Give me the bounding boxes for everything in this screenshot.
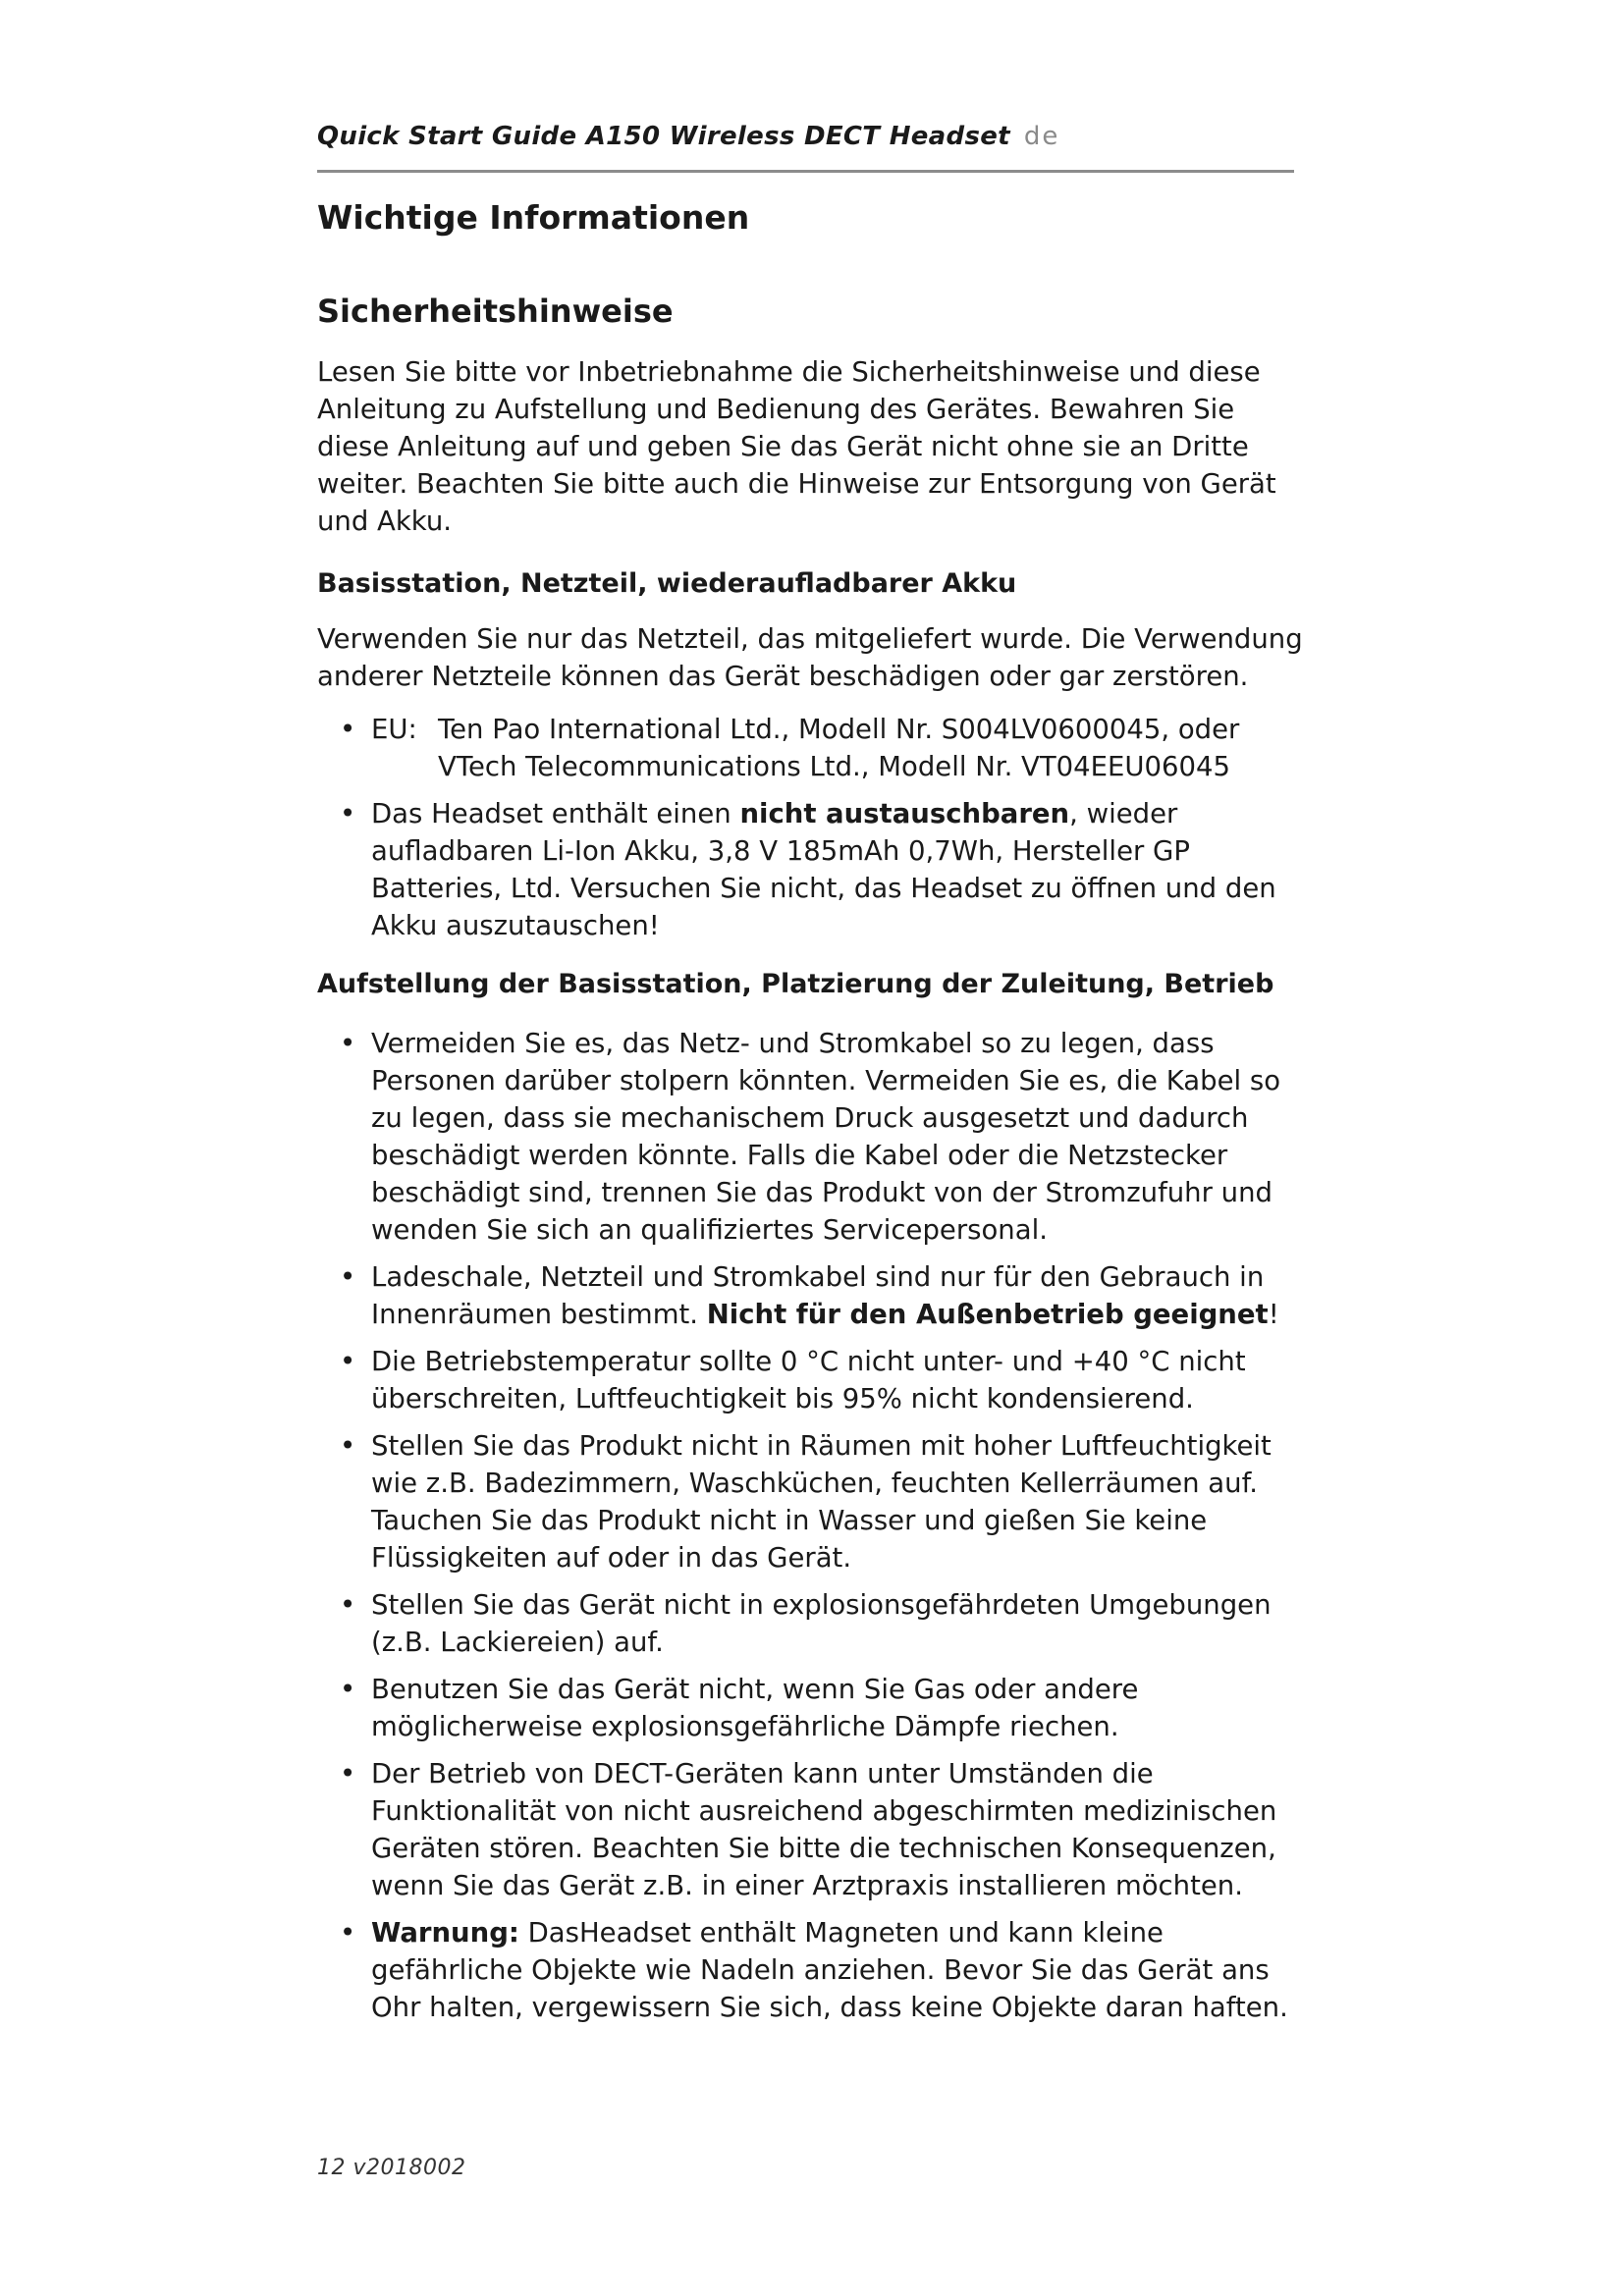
- warning-label: Warnung:: [371, 1917, 519, 1949]
- battery-text-post: , wieder aufladbaren Li-Ion Akku, 3,8 V 185mAh 0,7Wh, Hersteller GP Batteries, Ltd. Versuchen Sie nicht, das Headset zu öffnen und den Akku auszutauschen!: [371, 798, 1276, 941]
- content-body: [317, 353, 1304, 2036]
- list-item: • Vermeiden Sie es, das Netz- und Stromkabel so zu legen, dass Personen darüber stolpern könnten. Vermeiden Sie es, die Kabel so zu legen, dass sie mechanischem Druck ausgesetzt und dadurch beschädigt werden könnte. Falls die Kabel oder die Netzstecker beschädigt sind, trennen Sie das Produkt von der Stromzufuhr und wenden Sie sich an qualifiziertes Servicepersonal.: [317, 1025, 1304, 1249]
- header-title: Quick Start Guide A150 Wireless DECT Headset: [317, 122, 1010, 151]
- battery-text-bold: nicht austauschbaren: [739, 798, 1070, 829]
- list-item: [317, 795, 1304, 944]
- language-code: de: [1023, 122, 1060, 151]
- warning-item: [317, 1914, 1304, 2026]
- list-item: • Stellen Sie das Gerät nicht in explosionsgefährdeten Umgebungen (z.B. Lackiereien) auf.: [317, 1586, 1304, 1661]
- list-item: • Benutzen Sie das Gerät nicht, wenn Sie Gas oder andere möglicherweise explosionsgefährliche Dämpfe riechen.: [317, 1671, 1304, 1745]
- indoor-text-pre: Ladeschale, Netzteil und Stromkabel sind nur für den Gebrauch in Innenräumen bestimmt.: [371, 1261, 1265, 1330]
- subsection-title: Sicherheitshinweise: [317, 293, 674, 330]
- eu-adapter-1: Ten Pao International Ltd., Modell Nr. S004LV0600045, oder: [438, 714, 1240, 745]
- eu-label: EU:: [371, 714, 417, 745]
- intro-paragraph: Lesen Sie bitte vor Inbetriebnahme die Sicherheitshinweise und diese Anleitung zu Aufstellung und Bedienung des Gerätes. Bewahren Sie diese Anleitung auf und geben Sie das Gerät nicht ohne sie an Dritte weiter. Beachten Sie bitte auch die Hinweise zur Entsorgung von Gerät und Akku.: [317, 356, 1276, 537]
- list-item: • Stellen Sie das Produkt nicht in Räumen mit hoher Luftfeuchtigkeit wie z.B. Badezimmern, Waschküchen, feuchten Kellerräumen auf. Tauchen Sie das Produkt nicht in Wasser und gießen Sie keine Flüssigkeiten auf oder in das Gerät.: [317, 1427, 1304, 1576]
- power-supply-heading: Basisstation, Netzteil, wiederaufladbarer Akku: [317, 568, 1017, 599]
- list-item: [317, 711, 1304, 785]
- indoor-text-post: !: [1268, 1299, 1279, 1330]
- section-title: Wichtige Informationen: [317, 198, 750, 237]
- list-item: • Der Betrieb von DECT-Geräten kann unter Umständen die Funktionalität von nicht ausreichend abgeschirmten medizinischen Geräten stören. Beachten Sie bitte die technischen Konsequenzen, wenn Sie das Gerät z.B. in einer Arztpraxis installieren möchten.: [317, 1755, 1304, 1904]
- power-supply-paragraph: Verwenden Sie nur das Netzteil, das mitgeliefert wurde. Die Verwendung anderer Netzteile können das Gerät beschädigen oder gar zerstören.: [317, 623, 1303, 692]
- placement-heading: Aufstellung der Basisstation, Platzierung der Zuleitung, Betrieb: [317, 969, 1274, 999]
- battery-text-pre: Das Headset enthält einen: [371, 798, 740, 829]
- header-divider: [317, 170, 1294, 173]
- placement-list: [317, 1025, 1304, 2026]
- eu-adapter-2: VTech Telecommunications Ltd., Modell Nr. VT04EEU06045: [438, 751, 1231, 782]
- running-header: [317, 122, 1294, 151]
- indoor-text-bold: Nicht für den Außenbetrieb geeignet: [706, 1299, 1269, 1330]
- list-item: • Die Betriebstemperatur sollte 0 °C nicht unter- und +40 °C nicht überschreiten, Luftfeuchtigkeit bis 95% nicht kondensierend.: [317, 1343, 1304, 1417]
- power-supply-list: [317, 711, 1304, 944]
- list-item: [317, 1258, 1304, 1333]
- page-footer: 12 v2018002: [317, 2156, 466, 2180]
- warning-text: DasHeadset enthält Magneten und kann kleine gefährliche Objekte wie Nadeln anziehen. Bevor Sie das Gerät ans Ohr halten, vergewissern Sie sich, dass keine Objekte daran haften.: [371, 1917, 1288, 2023]
